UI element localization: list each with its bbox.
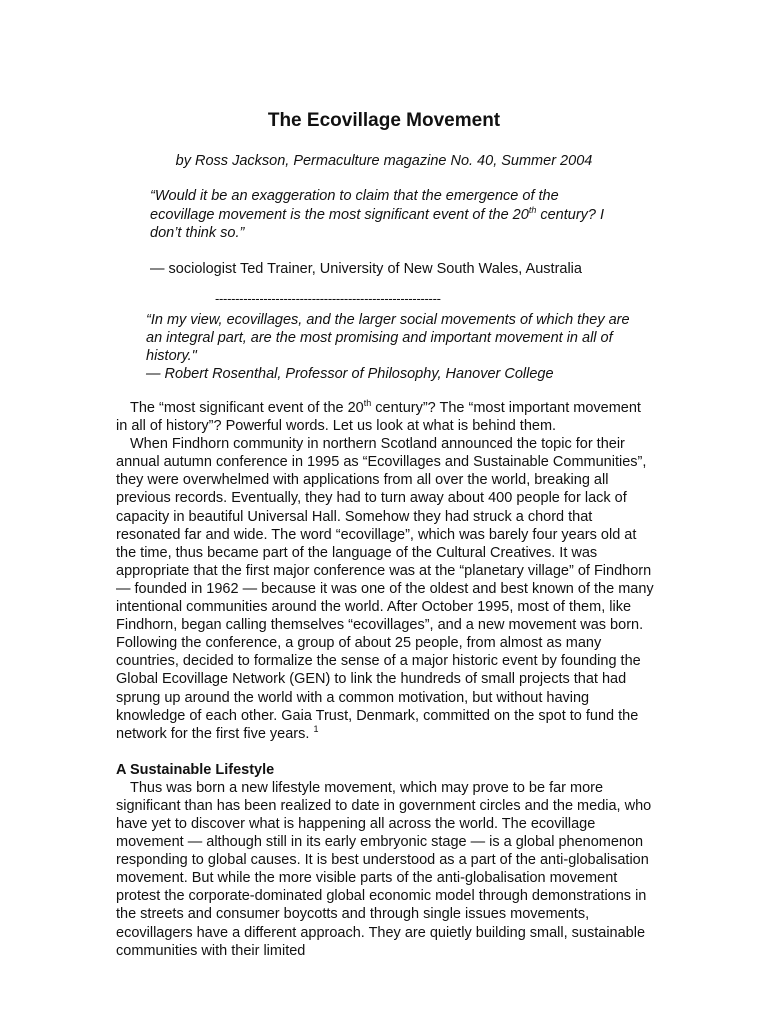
paragraph1-superscript: th <box>363 398 372 409</box>
quote1-superscript: th <box>528 204 537 215</box>
article-body <box>116 399 656 960</box>
body-paragraph <box>116 435 656 743</box>
page-title: The Ecovillage Movement <box>267 110 501 131</box>
section-heading: A Sustainable Lifestyle <box>116 761 275 778</box>
paragraph1-text-end: century”? The “most important movement in all of history”? Powerful words. Let us look at what is behind them. <box>116 400 641 435</box>
paragraph2-text: When Findhorn community in northern Scotland announced the topic for their annual autumn conference in 1995 as “Ecovillages and Sustainable Communities”, they were overwhelmed with applications from all over the world, breaking all previous records. Eventually, they had to turn away about 400 people for lack of capacity in beautiful Universal Hall. Somehow they had struck a chord that resonated far and wide. The word “ecovillage”, which was barely four years old at the time, thus became part of the language of the Cultural Creatives. It was appropriate that the first major conference was at the “planetary village” of Findhorn — founded in 1962 — because it was one of the oldest and best known of the many intentional communities around the world. After October 1995, most of them, like Findhorn, began calling themselves “ecovillages”, and a new movement was born. Following the conference, a group of about 25 people, from almost as many countries, decided to formalize the sense of a major historic event by founding the Global Ecovillage Network (GEN) to link the hundreds of small projects that had sprung up around the world with a common motivation, but without having knowledge of each other. Gaia Trust, Denmark, committed on the spot to fund the network for the first five years. <box>116 436 654 742</box>
byline: by Ross Jackson, Permaculture magazine No. 40, Summer 2004 <box>175 153 593 169</box>
quote1-text: “Would it be an exaggeration to claim that the emergence of the ecovillage movement is the most significant event of the 20 <box>150 188 559 223</box>
quote2-attribution: — Robert Rosenthal, Professor of Philosophy, Hanover College <box>146 366 554 382</box>
epigraph-quote-1 <box>150 187 620 243</box>
body-paragraph: Thus was born a new lifestyle movement, which may prove to be far more significant than has been realized to date in government circles and the media, who have yet to discover what is happening all across the world. The ecovillage movement — although still in its early embryonic stage — is a global phenomenon responding to global causes. It is best understood as a part of the anti-globalisation movement. But while the more visible parts of the anti-globalisation movement protest the corporate-dominated global economic model through demonstrations in the streets and consumer boycotts and through single issues movements, ecovillagers have a different approach. They are quietly building small, sustainable communities with their limited <box>116 779 652 959</box>
quote2-text: “In my view, ecovillages, and the larger social movements of which they are an integral part, are the most promising and important movement in all of history." <box>146 312 630 364</box>
footnote-marker: 1 <box>313 723 319 734</box>
epigraph-quote-2 <box>146 311 646 383</box>
quote1-text-end: century? I don’t think so.” <box>150 206 605 241</box>
epigraph-attribution-1: — sociologist Ted Trainer, University of New South Wales, Australia <box>150 261 582 277</box>
divider-line: -------------------------------------------------------- <box>215 291 441 306</box>
body-paragraph <box>116 399 656 435</box>
paragraph1-text: The “most significant event of the 20 <box>130 400 364 416</box>
